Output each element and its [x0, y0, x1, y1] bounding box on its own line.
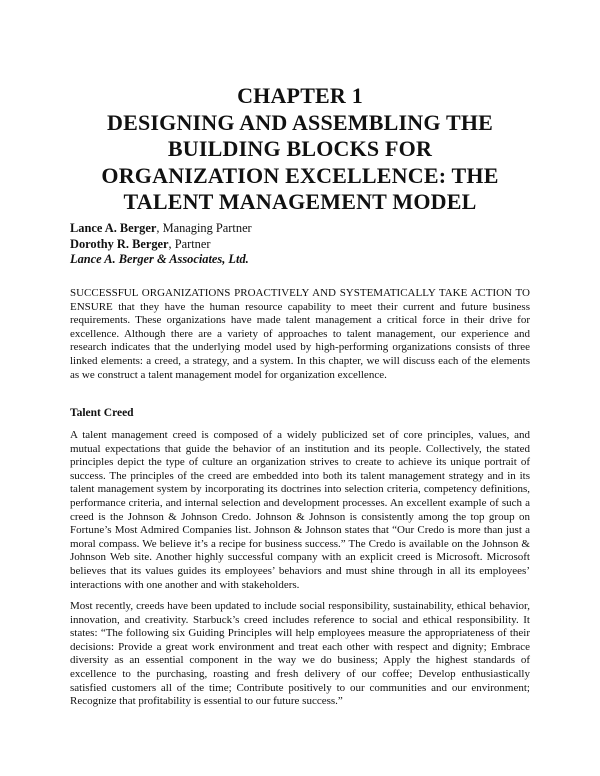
intro-lead: SUCCESSFUL ORGANIZATIONS PROACTIVELY AND SYSTEMATICALLY TAKE ACTION TO ENSURE [70, 287, 530, 313]
title-line: DESIGNING AND ASSEMBLING THE [106, 109, 494, 135]
author-firm: Lance A. Berger & Associates, Ltd. [70, 252, 249, 266]
section-heading: Talent Creed [70, 407, 134, 419]
title-line: BUILDING BLOCKS FOR [167, 136, 433, 161]
intro-text: that they have the human resource capability to meet their current and future business requirements. These organizations have made talent management a critical force in their drive for excellence. Although there are a variety of approaches to talent management, our experience and research indicates that the underlying model used by high-performing organizations consists of three linked elements: a creed, a strategy, and a system. In this chapter, we will discuss each of the elements as we construct a talent management model for organization excellence. [70, 300, 530, 381]
author-line [70, 237, 530, 253]
title-line: ORGANIZATION EXCELLENCE: THE [101, 162, 499, 188]
author-role: , Managing Partner [156, 221, 252, 235]
intro-paragraph [70, 287, 530, 382]
author-role: , Partner [168, 236, 211, 251]
body-paragraph: Most recently, creeds have been updated to include social responsibility, sustainability, ethical behavior, innovation, and creativity. Starbuck’s creed includes reference to social and ethical responsibility. It states: “The following six Guiding Principles will help employees measure the appropriateness of their decisions: Provide a great work environment and treat each other with respect and dignity; Embrace diversity as an essential component in the way we do business; Apply the highest standards of excellence to the purchasing, roasting and fresh delivery of our coffee; Develop enthusiastically satisfied customers all of the time; Contribute positively to our communities and our environment; Recognize that profitability is essential to our future success.” [70, 600, 530, 708]
chapter-title [72, 83, 528, 216]
title-line: TALENT MANAGEMENT MODEL [123, 189, 477, 214]
author-block [70, 221, 530, 268]
body-paragraph: A talent management creed is composed of a widely publicized set of core principles, values, and mutual expectations that guide the behavior of an institution and its people. Collectively, the stated principles depict the type of culture an organization strives to create to achieve its unique portrait of success. The principles of the creed are embedded into both its talent management strategy and in its talent management system by incorporating its doctrines into selection criteria, competency definitions, performance criteria, and internal selection and development processes. An excellent example of such a creed is the Johnson & Johnson Credo. Johnson & Johnson is consistently among the top group on Fortune’s Most Admired Companies list. Johnson & Johnson states that “Our Credo is more than just a moral compass. We believe it’s a recipe for business success.” The Credo is available on the Johnson & Johnson Web site. Another highly successful company with an explicit creed is Microsoft. Microsoft believes that its values guides its employees’ behaviors and must shine through in all its employees’ interactions with one another and with stakeholders. [70, 429, 530, 591]
author-name: Dorothy R. Berger [70, 236, 169, 251]
author-name: Lance A. Berger [70, 221, 157, 235]
author-line [70, 221, 530, 237]
chapter-number: CHAPTER 1 [237, 83, 363, 108]
